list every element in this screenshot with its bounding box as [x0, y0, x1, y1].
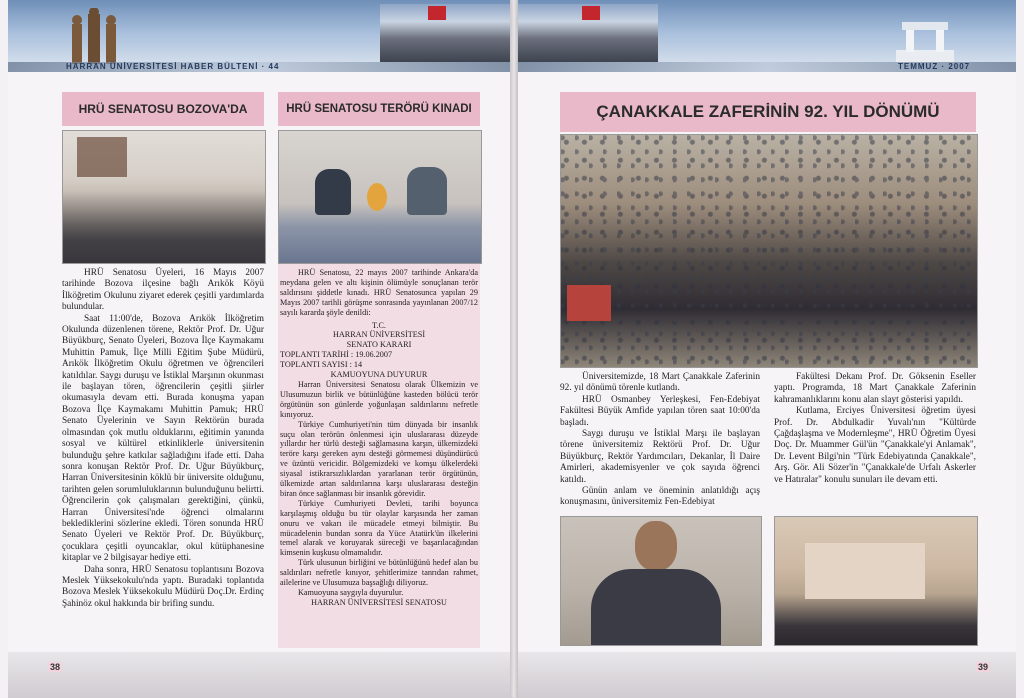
issue-date-header: TEMMUZ · 2007: [898, 62, 971, 71]
decree-heading: HARRAN ÜNİVERSİTESİ: [332, 330, 426, 340]
canakkale-paragraph: Saygı duruşu ve İstiklal Marşı ile başlayan törene üniversitemiz Rektörü Prof. Dr. Uğur Büyükburç, Rektör Yardımcıları, Dekanlar, İl Daire Amirleri, akademisyenler ve çok sayıda öğrenci katıldı.: [560, 429, 760, 485]
canakkale-paragraph: Kutlama, Erciyes Üniversitesi öğretim üyesi Prof. Dr. Abdulkadir Yuvalı'nın "Kültürde Çağdaşlaşma ve Modernleşme", HRÜ Öğretim Üyesi Doç. Dr. Muammer Gül'ün "Çanakkale'yi Anlamak", Dr. Levent Bilgi'nin "Türk Edebiyatında Çanakkale", Arş. Gör. Ali Sözer'in "Çanakkale'de Urfalı Askerler ve Hatıralar" konulu sunuları ile devam etti.: [774, 406, 976, 485]
decree-paragraph: Türkiye Cumhuriyeti'nin tüm dünyada bir insanlık suçu olan terörün önlenmesi için uluslararası düzeyde yıllardır her türlü desteği sağlamasına karşın, ülkemizdeki teröre karşı gereken aynı desteği görmemesi düşündürücü ve üzüntü vericidir. Bölgemizdeki ve komşu ülkelerdeki siyasal istikrarsızlıklardan yararlanan terör örgütünün, ülkemizde artan saldırılarına karşı uluslararası desteğin biran önce sağlanması bir insanlık görevidir.: [280, 419, 478, 498]
photo-senate-meeting: [278, 130, 482, 264]
photo-auditorium: [774, 516, 978, 646]
page-number-right: 39: [978, 662, 989, 672]
photo-speaker-portrait: [560, 516, 762, 646]
decree-paragraph: Türkiye Cumhuriyeti Devleti, tarihi boyunca karşılaşmış olduğu bu tür olaylar karşısında her zaman onuru ve vakarı ile mücadele etmeyi bilmiştir. Bu mücadelenin bundan sonra da Yüce Atatürk'ün ilkelerini temel alarak ve koruyarak süreceği ve başarılacağından kimsenin kuşkusu olmamalıdır.: [280, 498, 478, 558]
article-senate-bozova-body: [62, 268, 264, 648]
bozova-paragraph: HRÜ Senatosu Üyeleri, 16 Mayıs 2007 tarihinde Bozova ilçesine bağlı Arıkök Köyü İlköğretim Okulunu ziyaret ederek çeşitli yardımlarda bulundular.: [62, 268, 264, 313]
left-page: [8, 0, 510, 698]
decree-signature: HARRAN ÜNİVERSİTESİ SENATOSU: [311, 597, 447, 607]
bozova-paragraph: Daha sonra, HRÜ Senatosu toplantısını Bozova Meslek Yüksekokulu'nda yaptı. Buradaki toplantıda Bozova Meslek Yüksekokulu Müdürü Doç.Dr. Erdinç Şahinöz okul hakkında bir brifing sundu.: [62, 564, 264, 609]
meeting-date: TOPLANTI TARİHİ : 19.06.2007: [280, 350, 393, 360]
article-title-senate-bozova: HRÜ SENATOSU BOZOVA'DA: [62, 92, 264, 126]
bulletin-header: HARRAN ÜNİVERSİTESİ HABER BÜLTENİ · 44: [66, 62, 280, 71]
canakkale-paragraph: Günün anlam ve öneminin anlatıldığı açış konuşmasını, üniversitemiz Fen-Edebiyat: [560, 486, 760, 508]
monument-illustration: [892, 14, 958, 64]
decree-paragraph: Kamuoyuna saygıyla duyurulur.: [298, 588, 404, 597]
article-title-canakkale: ÇANAKKALE ZAFERİNİN 92. YIL DÖNÜMÜ: [560, 92, 976, 132]
statue-illustration: [66, 8, 124, 66]
canakkale-paragraph: Üniversitemizde, 18 Mart Çanakkale Zaferinin 92. yıl dönümü törenle kutlandı.: [560, 372, 760, 394]
photo-bozova-visit: [62, 130, 266, 264]
canakkale-paragraph: HRÜ Osmanbey Yerleşkesi, Fen-Edebiyat Fakültesi Büyük Amfide yapılan tören saat 10:00'da başladı.: [560, 394, 760, 428]
book-spine: [510, 0, 518, 698]
footer-band-right: [518, 652, 1016, 698]
canakkale-paragraph: Fakültesi Dekanı Prof. Dr. Göksenin Eseller yaptı. Programda, 18 Mart Çanakkale Zaferinin kahramanlıklarını konu alan slayt gösterisi yapıldı.: [774, 372, 976, 405]
footer-band-left: [8, 652, 510, 698]
terror-intro: HRÜ Senatosu, 22 mayıs 2007 tarihinde Ankara'da meydana gelen ve altı kişinin ölümüyle sonuçlanan terör saldırısını şiddetle kınadı. HRÜ Senatosunca yapılan 29 Mayıs 2007 tarihli görüşme sonrasında yayınlanan 2007/12 sayılı kararda şöyle denildi:: [280, 268, 478, 317]
decree-heading: SENATO KARARI: [346, 340, 412, 350]
decree-heading: T.C.: [372, 320, 386, 330]
public-notice: KAMUOYUNA DUYURUR: [330, 370, 428, 380]
decree-paragraph: Harran Üniversitesi Senatosu olarak Ülkemizin ve Ulusumuzun birlik ve bütünlüğüne kasteden bölücü terör örgütünün son günlerde yoğunlaşan saldırılarını nefretle kınıyoruz.: [280, 379, 478, 419]
soldiers-photo-left: [380, 4, 510, 62]
decree-paragraph: Türk ulusunun birliğini ve bütünlüğünü hedef alan bu saldırıları nefretle kınıyor, şehitlerimize tanrıdan rahmet, ailelerine ve Ulusumuza başsağlığı diliyoruz.: [280, 558, 478, 588]
meeting-number: TOPLANTI SAYISI : 14: [280, 360, 363, 370]
page-number-left: 38: [50, 662, 61, 672]
article-title-senate-condemns-terror: HRÜ SENATOSU TERÖRÜ KINADI: [278, 92, 480, 126]
bozova-paragraph: Saat 11:00'de, Bozova Arıkök İlköğretim Okulunda düzenlenen törene, Rektör Prof. Dr. Uğur Büyükburç, Senato Üyeleri, Bozova İlçe Kaymakamı Muhittin Pamuk, İlçe Milli Eğitim Şube Müdürü, Arıkök İlköğretim Okulu öğretmen ve öğrencileri katıldılar. Saygı duruşu ve İstiklal Marşının okunması ile başlayan tören, öğrencilerin çeşitli şiirler okumasıyla devam etti. Burada konuşma yapan Bozova İlçe Kaymakamı Muhittin Pamuk; HRÜ Senato Üyelerinin ve Sayın Rektörün burada olmasından çok mutlu olduklarını, eğitimin yanında sosyal ve kültürel etkinliklerle üniversitenin bulunduğu şehre katkılar sağladığını ifade etti. Daha sonra konuşan Rektör Prof. Dr. Uğur Büyükburç, Harran Üniversitesinin köklü bir üniversite olduğunu, tarihten gelen sorumluluklarının bulunduğunu belirtti. Öğrencilerin çok çalışmaları gerektiğini, çünkü, Harran Üniversitesi'nde öğrenci olmalarını beklediklerini sözlerine ekledi. Tören sonunda HRÜ Senato Üyeleri ve Rektör Prof. Dr. Büyükburç, çocuklara çeşitli oyuncaklar, okul kütüphanesine kitaplar ve 2 bilgisayar hediye etti.: [62, 313, 264, 564]
right-page: [518, 0, 1016, 698]
canakkale-column-1: [560, 372, 760, 512]
article-senate-condemns-body: [280, 268, 478, 646]
canakkale-column-2: [774, 372, 976, 512]
soldiers-photo-right: [518, 4, 658, 62]
photo-ceremony-audience: [560, 134, 978, 368]
